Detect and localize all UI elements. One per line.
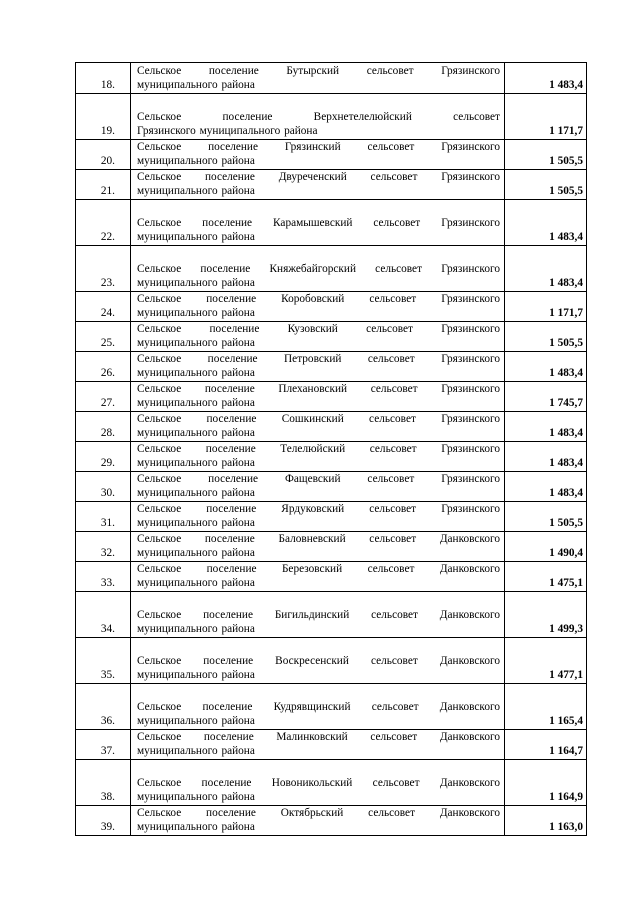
settlement-name-line1: Сельское поселение Кудрявщинский сельсовет Данковского (137, 701, 500, 713)
settlement-name-line1: Сельское поселение Коробовский сельсовет Грязинского (137, 293, 500, 305)
row-number: 20. (76, 140, 131, 170)
settlement-name-line1: Сельское поселение Сошкинский сельсовет Грязинского (137, 413, 500, 425)
table-row (76, 200, 587, 246)
row-number: 24. (76, 292, 131, 322)
settlement-name (131, 760, 505, 806)
settlement-name (131, 246, 505, 292)
table-row (76, 292, 587, 322)
row-number: 38. (76, 760, 131, 806)
settlement-name-line2: муниципального района (137, 79, 255, 91)
row-number: 25. (76, 322, 131, 352)
settlement-name-line2: муниципального района (137, 487, 255, 499)
settlement-name (131, 638, 505, 684)
table-row (76, 412, 587, 442)
settlement-name-line1: Сельское поселение Ярдуковский сельсовет Грязинского (137, 503, 500, 515)
row-value: 1 171,7 (505, 94, 587, 140)
settlement-name-line2: муниципального района (137, 577, 255, 589)
settlement-name-line1: Сельское поселение Новоникольский сельсовет Данковского (137, 777, 500, 789)
settlement-name-line2: муниципального района (137, 337, 255, 349)
settlement-name-line1: Сельское поселение Верхнетелелюйский сельсовет (137, 111, 500, 123)
row-value: 1 505,5 (505, 502, 587, 532)
settlement-name-line1: Сельское поселение Бигильдинский сельсовет Данковского (137, 609, 500, 621)
settlement-name-line1: Сельское поселение Березовский сельсовет Данковского (137, 563, 500, 575)
settlement-name (131, 94, 505, 140)
row-value: 1 483,4 (505, 246, 587, 292)
table-row (76, 382, 587, 412)
row-value: 1 483,4 (505, 352, 587, 382)
row-value: 1 477,1 (505, 638, 587, 684)
settlements-table (75, 62, 587, 836)
settlement-name (131, 472, 505, 502)
table-row (76, 592, 587, 638)
table-row (76, 684, 587, 730)
row-number: 37. (76, 730, 131, 760)
row-number: 36. (76, 684, 131, 730)
settlement-name-line1: Сельское поселение Карамышевский сельсовет Грязинского (137, 217, 500, 229)
settlement-name (131, 730, 505, 760)
row-value: 1 164,9 (505, 760, 587, 806)
settlement-name (131, 352, 505, 382)
row-number: 29. (76, 442, 131, 472)
row-value: 1 505,5 (505, 140, 587, 170)
settlement-name-line2: муниципального района (137, 623, 255, 635)
settlement-name-line1: Сельское поселение Фащевский сельсовет Грязинского (137, 473, 500, 485)
row-value: 1 483,4 (505, 412, 587, 442)
row-number: 28. (76, 412, 131, 442)
row-value: 1 163,0 (505, 806, 587, 836)
table-row (76, 246, 587, 292)
row-value: 1 483,4 (505, 63, 587, 94)
row-value: 1 483,4 (505, 200, 587, 246)
settlement-name-line1: Сельское поселение Малинковский сельсовет Данковского (137, 731, 500, 743)
table-row (76, 140, 587, 170)
table-row (76, 532, 587, 562)
table-row (76, 760, 587, 806)
row-number: 39. (76, 806, 131, 836)
row-value: 1 490,4 (505, 532, 587, 562)
settlement-name-line2: муниципального района (137, 547, 255, 559)
row-value: 1 164,7 (505, 730, 587, 760)
table-row (76, 63, 587, 94)
settlement-name-line2: Грязинского муниципального района (137, 125, 318, 137)
row-number: 18. (76, 63, 131, 94)
row-number: 22. (76, 200, 131, 246)
settlement-name-line1: Сельское поселение Бутырский сельсовет Грязинского (137, 65, 500, 77)
table-row (76, 472, 587, 502)
table-row (76, 806, 587, 836)
settlement-name-line1: Сельское поселение Плехановский сельсовет Грязинского (137, 383, 500, 395)
table-row (76, 562, 587, 592)
settlement-name (131, 140, 505, 170)
row-value: 1 165,4 (505, 684, 587, 730)
settlement-name (131, 382, 505, 412)
settlement-name (131, 292, 505, 322)
row-number: 19. (76, 94, 131, 140)
settlement-name (131, 63, 505, 94)
row-number: 33. (76, 562, 131, 592)
row-value: 1 505,5 (505, 170, 587, 200)
row-number: 35. (76, 638, 131, 684)
settlement-name-line1: Сельское поселение Октябрьский сельсовет Данковского (137, 807, 500, 819)
settlement-name (131, 806, 505, 836)
settlement-name-line2: муниципального района (137, 367, 255, 379)
settlement-name (131, 412, 505, 442)
row-value: 1 499,3 (505, 592, 587, 638)
table-row (76, 170, 587, 200)
settlement-name-line2: муниципального района (137, 185, 255, 197)
settlement-name (131, 502, 505, 532)
table-row (76, 730, 587, 760)
row-value: 1 171,7 (505, 292, 587, 322)
settlement-name-line1: Сельское поселение Баловневский сельсовет Данковского (137, 533, 500, 545)
settlement-name-line1: Сельское поселение Княжебайгорский сельсовет Грязинского (137, 263, 500, 275)
row-number: 26. (76, 352, 131, 382)
settlement-name-line1: Сельское поселение Двуреченский сельсовет Грязинского (137, 171, 500, 183)
row-value: 1 505,5 (505, 322, 587, 352)
settlement-name-line1: Сельское поселение Телелюйский сельсовет Грязинского (137, 443, 500, 455)
row-value: 1 483,4 (505, 472, 587, 502)
row-value: 1 745,7 (505, 382, 587, 412)
settlement-name-line2: муниципального района (137, 231, 255, 243)
table-row (76, 322, 587, 352)
settlement-name-line2: муниципального района (137, 821, 255, 833)
settlement-name (131, 532, 505, 562)
table-row (76, 442, 587, 472)
settlement-name-line2: муниципального района (137, 277, 255, 289)
settlement-name (131, 562, 505, 592)
settlement-name (131, 684, 505, 730)
settlement-name-line2: муниципального района (137, 427, 255, 439)
settlement-name-line2: муниципального района (137, 669, 255, 681)
settlement-name-line1: Сельское поселение Воскресенский сельсовет Данковского (137, 655, 500, 667)
settlement-name-line1: Сельское поселение Петровский сельсовет Грязинского (137, 353, 500, 365)
table-row (76, 352, 587, 382)
row-number: 21. (76, 170, 131, 200)
settlement-name-line1: Сельское поселение Кузовский сельсовет Грязинского (137, 323, 500, 335)
settlement-name-line2: муниципального района (137, 517, 255, 529)
settlement-name-line2: муниципального района (137, 307, 255, 319)
row-value: 1 483,4 (505, 442, 587, 472)
row-number: 31. (76, 502, 131, 532)
settlement-name-line2: муниципального района (137, 715, 255, 727)
settlement-name (131, 592, 505, 638)
settlement-name (131, 170, 505, 200)
row-value: 1 475,1 (505, 562, 587, 592)
table-row (76, 94, 587, 140)
row-number: 32. (76, 532, 131, 562)
settlement-name (131, 322, 505, 352)
settlement-name-line2: муниципального района (137, 745, 255, 757)
row-number: 34. (76, 592, 131, 638)
settlement-name (131, 200, 505, 246)
settlement-name-line2: муниципального района (137, 397, 255, 409)
settlement-name-line2: муниципального района (137, 457, 255, 469)
table-body (76, 63, 587, 836)
settlement-name-line2: муниципального района (137, 155, 255, 167)
row-number: 30. (76, 472, 131, 502)
settlement-name (131, 442, 505, 472)
table-row (76, 638, 587, 684)
settlement-name-line1: Сельское поселение Грязинский сельсовет Грязинского (137, 141, 500, 153)
row-number: 27. (76, 382, 131, 412)
row-number: 23. (76, 246, 131, 292)
settlement-name-line2: муниципального района (137, 791, 255, 803)
table-row (76, 502, 587, 532)
